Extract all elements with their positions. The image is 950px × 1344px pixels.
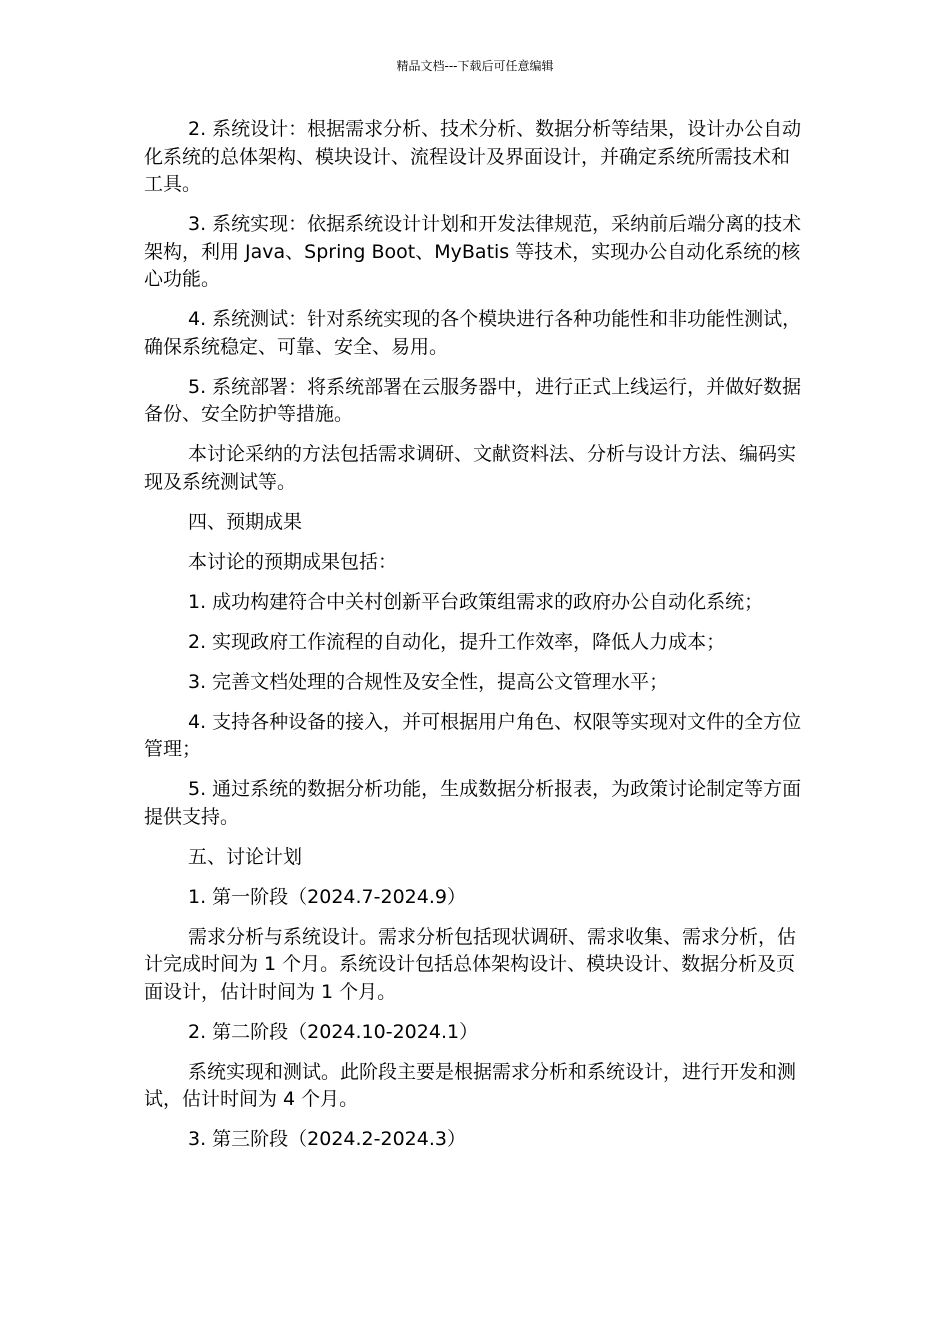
- paragraph-methods: 本讨论采纳的方法包括需求调研、文献资料法、分析与设计方法、编码实现及系统测试等。: [144, 443, 797, 493]
- paragraph-system-implementation: 3. 系统实现：依据系统设计计划和开发法律规范，采纳前后端分离的技术架构，利用 Java、Spring Boot、MyBatis 等技术，实现办公自动化系统的核心功能。: [144, 213, 802, 290]
- result-item-4: 4. 支持各种设备的接入，并可根据用户角色、权限等实现对文件的全方位管理；: [144, 710, 802, 760]
- plan-phase-1-heading: 1. 第一阶段（2024.7-2024.9）: [188, 885, 466, 908]
- plan-phase-2-heading: 2. 第二阶段（2024.10-2024.1）: [188, 1020, 479, 1043]
- result-item-3: 3. 完善文档处理的合规性及安全性，提高公文管理水平；: [188, 670, 669, 693]
- section-heading-expected-results: 四、预期成果: [188, 510, 303, 533]
- paragraph-results-intro: 本讨论的预期成果包括：: [188, 550, 398, 573]
- result-item-2: 2. 实现政府工作流程的自动化，提升工作效率，降低人力成本；: [188, 630, 726, 653]
- paragraph-system-testing: 4. 系统测试：针对系统实现的各个模块进行各种功能性和非功能性测试，确保系统稳定、可靠、安全、易用。: [144, 308, 802, 358]
- document-body: [144, 116, 806, 1166]
- paragraph-system-design: 2. 系统设计：根据需求分析、技术分析、数据分析等结果，设计办公自动化系统的总体架构、模块设计、流程设计及界面设计，并确定系统所需技术和工具。: [144, 118, 802, 195]
- paragraph-system-deployment: 5. 系统部署：将系统部署在云服务器中，进行正式上线运行，并做好数据备份、安全防护等措施。: [144, 375, 802, 425]
- result-item-1: 1. 成功构建符合中关村创新平台政策组需求的政府办公自动化系统；: [188, 590, 764, 613]
- result-item-5: 5. 通过系统的数据分析功能，生成数据分析报表，为政策讨论制定等方面提供支持。: [144, 778, 802, 828]
- plan-phase-3-heading: 3. 第三阶段（2024.2-2024.3）: [188, 1128, 466, 1150]
- plan-phase-2-text: 系统实现和测试。此阶段主要是根据需求分析和系统设计，进行开发和测试，估计时间为 4 个月。: [144, 1060, 797, 1110]
- page-header: 精品文档---下载后可任意编辑: [396, 59, 554, 73]
- plan-phase-1-text: 需求分析与系统设计。需求分析包括现状调研、需求收集、需求分析，估计完成时间为 1 个月。系统设计包括总体架构设计、模块设计、数据分析及页面设计，估计时间为 1 个月。: [144, 925, 797, 1003]
- section-heading-plan: 五、讨论计划: [188, 845, 303, 868]
